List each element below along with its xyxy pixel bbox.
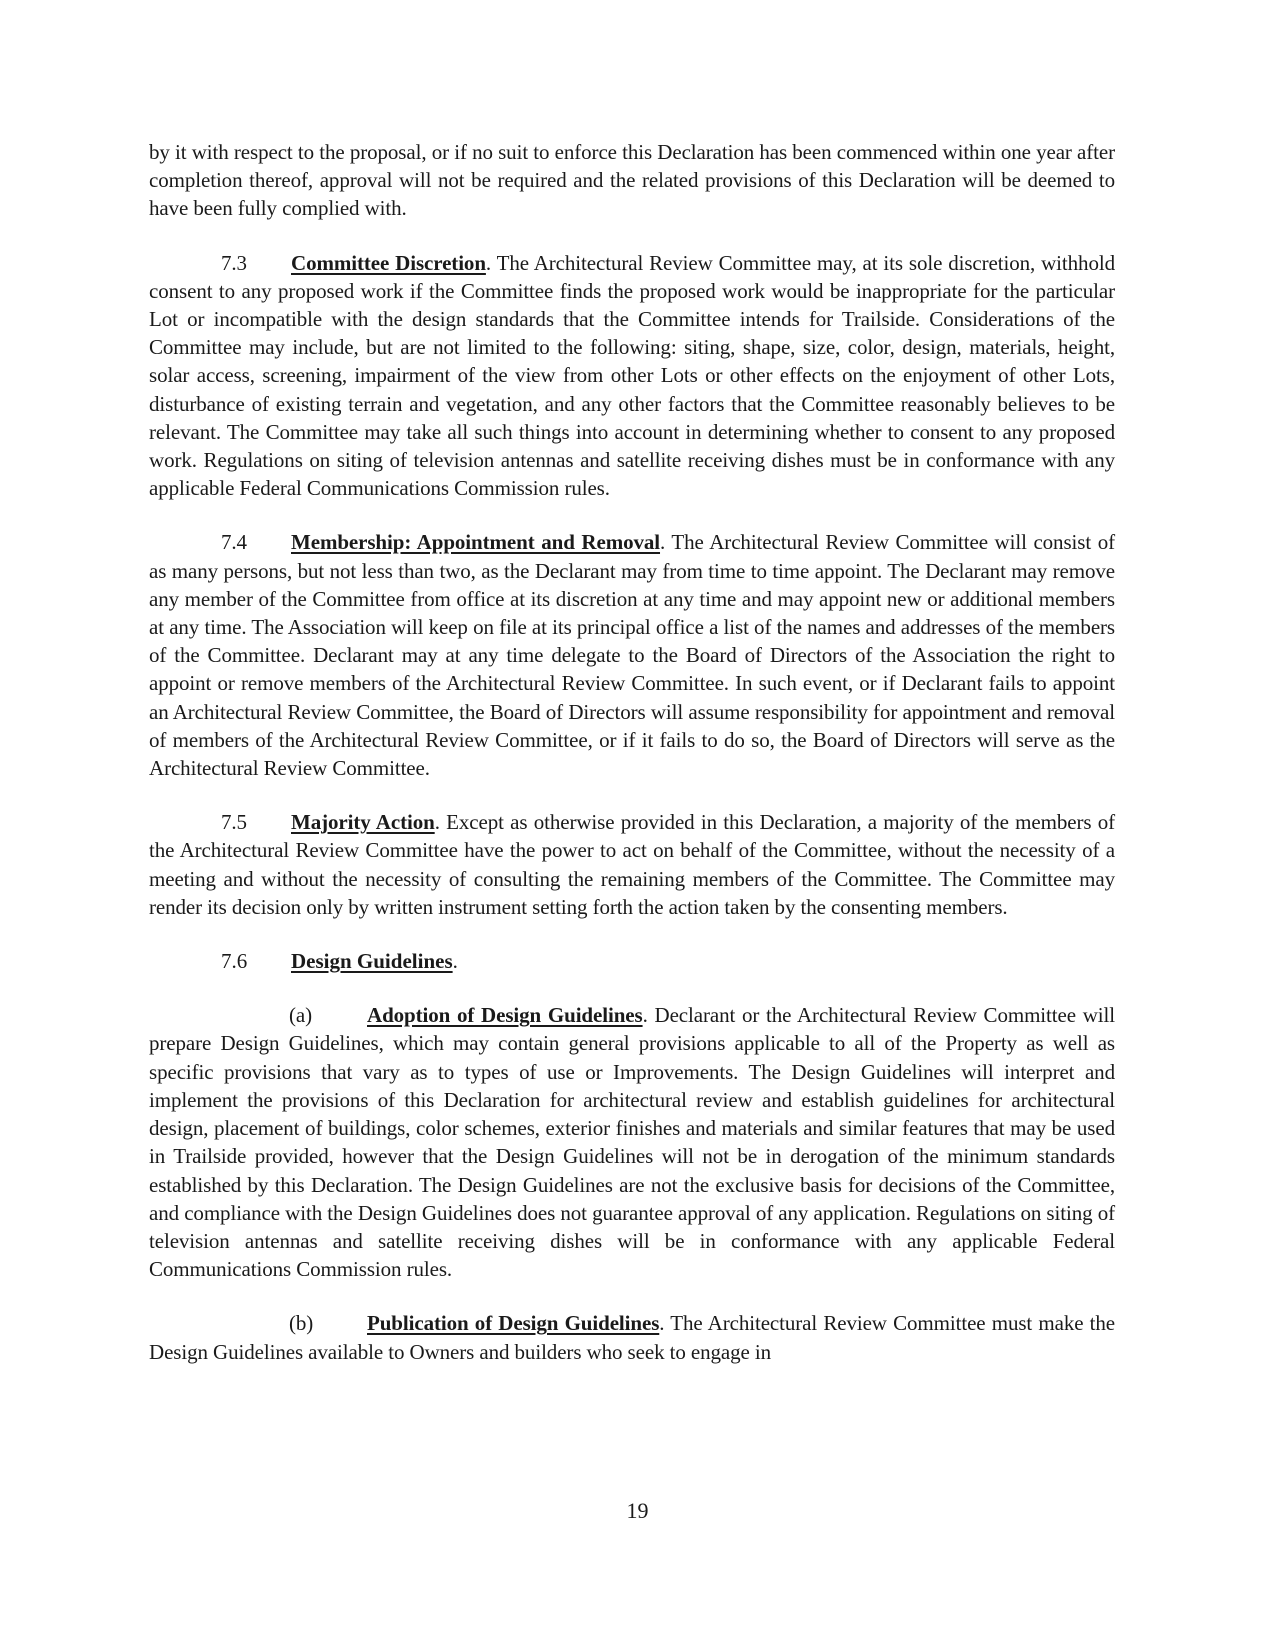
continuation-paragraph: by it with respect to the proposal, or if no suit to enforce this Declaration has been commenced within one year after completion thereof, approval will not be required and the related provisions of this Declaration will be deemed to have been fully complied with. — [149, 140, 1115, 221]
section-7-6: 7.6 Design Guidelines. — [149, 947, 1115, 975]
section-heading: Majority Action — [291, 810, 435, 835]
section-body: Except as otherwise provided in this Declaration, a majority of the members of the Architectural Review Committee have the power to act on behalf of the Committee, without the necessity of a meeting and without the necessity of consulting the remaining members of the Committee. The Committee may render its decision only by written instrument setting forth the action taken by the consenting members. — [149, 810, 1115, 919]
subsection-heading: Publication of Design Guidelines — [367, 1311, 660, 1336]
section-heading: Membership: Appointment and Removal — [291, 530, 661, 555]
document-page — [149, 138, 1115, 1588]
section-heading: Design Guidelines — [291, 949, 453, 974]
section-7-3: 7.3 Committee Discretion. The Architectural Review Committee may, at its sole discretion, withhold consent to any proposed work if the Committee finds the proposed work would be inappropriate for the particular Lot or incompatible with the design standards that the Committee intends for Trailside. Considerations of the Committee may include, but are not limited to the following: siting, shape, size, color, design, materials, height, solar access, screening, impairment of the view from other Lots or other effects on the enjoyment of other Lots, disturbance of existing terrain and vegetation, and any other factors that the Committee reasonably believes to be relevant. The Committee may take all such things into account in determining whether to consent to any proposed work. Regulations on siting of television antennas and satellite receiving dishes must be in conformance with any applicable Federal Communications Commission rules. — [149, 250, 1115, 501]
subsection-body: The Architectural Review Committee must make the Design Guidelines available to Owners and builders who seek to engage in — [149, 1311, 1116, 1364]
section-number: 7.3 — [221, 250, 247, 275]
section-7-4: 7.4 Membership: Appointment and Removal. The Architectural Review Committee will consist of as many persons, but not less than two, as the Declarant may from time to time appoint. The Declarant may remove any member of the Committee from office at its discretion at any time and may appoint new or additional members at any time. The Association will keep on file at its principal office a list of the names and addresses of the members of the Committee. Declarant may at any time delegate to the Board of Directors of the Association the right to appoint or remove members of the Architectural Review Committee. In such event, or if Declarant fails to appoint an Architectural Review Committee, the Board of Directors will assume responsibility for appointment and removal of members of the Architectural Review Committee, or if it fails to do so, the Board of Directors will serve as the Architectural Review Committee. — [149, 530, 1115, 781]
subsection-body: Declarant or the Architectural Review Committee will prepare Design Guidelines, which may contain general provisions applicable to all of the Property as well as specific provisions that vary as to types of use or Improvements. The Design Guidelines will interpret and implement the provisions of this Declaration for architectural review and establish guidelines for architectural design, placement of buildings, color schemes, exterior finishes and materials and similar features that may be used in Trailside provided, however that the Design Guidelines will not be in derogation of the minimum standards established by this Declaration. The Design Guidelines are not the exclusive basis for decisions of the Committee, and compliance with the Design Guidelines does not guarantee approval of any application. Regulations on siting of television antennas and satellite receiving dishes will be in conformance with any applicable Federal Communications Commission rules. — [149, 1003, 1115, 1282]
section-7-5: 7.5 Majority Action. Except as otherwise provided in this Declaration, a majority of the members of the Architectural Review Committee have the power to act on behalf of the Committee, without the necessity of a meeting and without the necessity of consulting the remaining members of the Committee. The Committee may render its decision only by written instrument setting forth the action taken by the consenting members. — [149, 810, 1115, 919]
subsection-label: (b) — [289, 1311, 314, 1336]
subsection-a: (a) Adoption of Design Guidelines. Declarant or the Architectural Review Committee will prepare Design Guidelines, which may contain general provisions applicable to all of the Property as well as specific provisions that vary as to types of use or Improvements. The Design Guidelines will interpret and implement the provisions of this Declaration for architectural review and establish guidelines for architectural design, placement of buildings, color schemes, exterior finishes and materials and similar features that may be used in Trailside provided, however that the Design Guidelines will not be in derogation of the minimum standards established by this Declaration. The Design Guidelines are not the exclusive basis for decisions of the Committee, and compliance with the Design Guidelines does not guarantee approval of any application. Regulations on siting of television antennas and satellite receiving dishes will be in conformance with any applicable Federal Communications Commission rules. — [149, 1003, 1115, 1282]
subsection-b: (b) Publication of Design Guidelines. The Architectural Review Committee must make the Design Guidelines available to Owners and builders who seek to engage in — [149, 1311, 1116, 1364]
subsection-heading: Adoption of Design Guidelines — [367, 1003, 643, 1028]
section-heading: Committee Discretion — [291, 250, 486, 275]
section-number: 7.4 — [221, 530, 247, 555]
section-body: The Architectural Review Committee may, at its sole discretion, withhold consent to any proposed work if the Committee finds the proposed work would be inappropriate for the particular Lot or incompatible with the design standards that the Committee intends for Trailside. Considerations of the Committee may include, but are not limited to the following: siting, shape, size, color, design, materials, height, solar access, screening, impairment of the view from other Lots or other effects on the enjoyment of other Lots, disturbance of existing terrain and vegetation, and any other factors that the Committee reasonably believes to be relevant. The Committee may take all such things into account in determining whether to consent to any proposed work. Regulations on siting of television antennas and satellite receiving dishes must be in conformance with any applicable Federal Communications Commission rules. — [149, 250, 1115, 501]
page-number: 19 — [626, 1498, 649, 1523]
section-number: 7.5 — [221, 810, 247, 835]
section-number: 7.6 — [221, 949, 248, 974]
section-body: The Architectural Review Committee will consist of as many persons, but not less than two, as the Declarant may from time to time appoint. The Declarant may remove any member of the Committee from office at its discretion at any time and may appoint new or additional members at any time. The Association will keep on file at its principal office a list of the names and addresses of the members of the Committee. Declarant may at any time delegate to the Board of Directors of the Association the right to appoint or remove members of the Architectural Review Committee. In such event, or if Declarant fails to appoint an Architectural Review Committee, the Board of Directors will assume responsibility for appointment and removal of members of the Architectural Review Committee, or if it fails to do so, the Board of Directors will serve as the Architectural Review Committee. — [149, 530, 1115, 781]
subsection-label: (a) — [289, 1003, 313, 1028]
